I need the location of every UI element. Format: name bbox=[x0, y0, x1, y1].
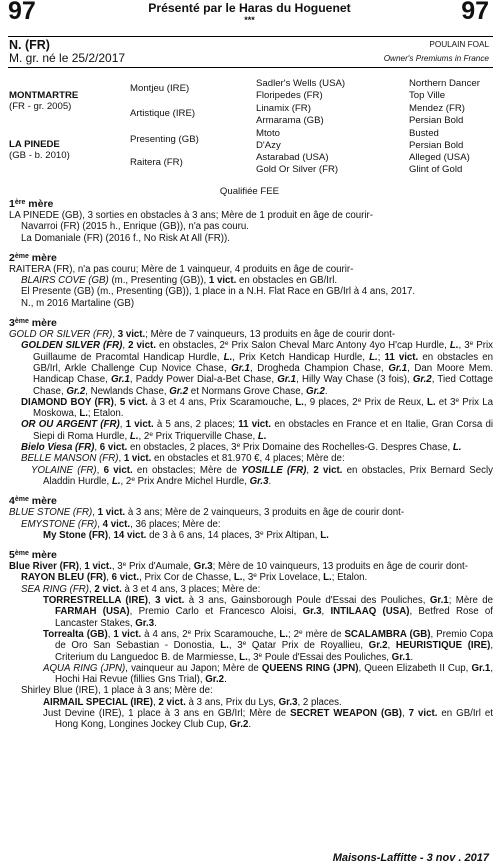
produce-line: Bielo Viesa (FR), 6 vict. en obstacles, 2 places, 3e Prix Domaine des Rochelles-G. Despres Chase, L. bbox=[21, 442, 462, 454]
section-heading-2: 2ème mère bbox=[9, 251, 57, 264]
section-heading-4: 4ème mère bbox=[9, 495, 57, 508]
produce-line: El Presente (GB) (m., Presenting (GB)), 1 place in a N.H. Flat Race en GB/Irl à 4 ans, 2017. bbox=[21, 286, 416, 298]
section-heading-1: 1ère mère bbox=[9, 198, 54, 210]
horse-sex: POULAIN FOAL bbox=[429, 40, 489, 49]
produce-line: SEA RING (FR), 2 vict. à 3 et 4 ans, 3 places; Mère de: bbox=[21, 583, 261, 595]
lot-number-left: 97 bbox=[8, 0, 36, 25]
produce-line: RAYON BLEU (FR), 6 vict., Prix Cor de Chasse, L., 3e Prix Lovelace, L.; Etalon. bbox=[21, 572, 368, 584]
pedigree-gen4: Glint of Gold bbox=[409, 164, 463, 175]
pedigree-gen4: Top Ville bbox=[409, 90, 446, 101]
pedigree-gen3: D'Azy bbox=[256, 140, 281, 151]
pedigree-gen2: Raitera (FR) bbox=[130, 157, 183, 168]
pedigree-gen4: Northern Dancer bbox=[409, 78, 480, 89]
horse-name: N. (FR) bbox=[9, 38, 50, 52]
produce-line: AIRMAIL SPECIAL (IRE), 2 vict. à 3 ans, Prix du Lys, Gr.3, 2 places. bbox=[43, 696, 342, 708]
pedigree-gen2: Presenting (GB) bbox=[130, 134, 199, 145]
qualification-line: Qualifiée FEE bbox=[219, 186, 280, 197]
section-heading-5: 5ème mère bbox=[9, 549, 57, 562]
divider-pedigree bbox=[8, 67, 493, 68]
produce-line: YOLAINE (FR), 6 vict. en obstacles; Mère de YOSILLE (FR), 2 vict. en obstacles, Prix Bernard Secly Aladdin Hurdle, L., 2e Prix Andre Michel Hurdle, Gr.3. bbox=[31, 464, 493, 487]
pedigree-gen4: Alleged (USA) bbox=[409, 152, 470, 163]
section-heading-3: 3ème mère bbox=[9, 317, 57, 330]
produce-line: TORRESTRELLA (IRE), 3 vict. à 3 ans, Gainsborough Poule d'Essai des Pouliches, Gr.1; Mère de FARMAH (USA), Premio Carlo et Francesco Aloisi, Gr.3, INTILAAQ (USA), Betfred Rose of Lancaster Stakes, Gr.3. bbox=[43, 595, 494, 629]
pedigree-dam-info: (GB - b. 2010) bbox=[9, 150, 70, 161]
lot-number-right: 97 bbox=[461, 0, 489, 25]
produce-line: My Stone (FR), 14 vict. de 3 à 6 ans, 14 places, 3e Prix Altipan, L. bbox=[43, 529, 329, 541]
produce-line: BLAIRS COVE (GB) (m., Presenting (GB)), 1 vict. en obstacles en GB/Irl. bbox=[21, 275, 338, 287]
pedigree-gen3: Armarama (GB) bbox=[256, 115, 324, 126]
pedigree-gen3: Mtoto bbox=[256, 128, 280, 139]
produce-line: Navarroi (FR) (2015 h., Enrique (GB)), n'a pas couru. bbox=[21, 221, 249, 233]
divider-top bbox=[8, 36, 493, 37]
pedigree-gen4: Persian Bold bbox=[409, 140, 464, 151]
pedigree-gen3: Sadler's Wells (USA) bbox=[256, 78, 346, 89]
pedigree-gen2: Artistique (IRE) bbox=[130, 108, 196, 119]
pedigree-gen4: Mendez (FR) bbox=[409, 103, 465, 114]
pedigree-sire: MONTMARTRE bbox=[9, 90, 79, 101]
sale-footer: Maisons-Laffitte - 3 nov . 2017 bbox=[332, 852, 489, 864]
fifth-dam-line: Blue River (FR), 1 vict., 3e Prix d'Aumale, Gr.3; Mère de 10 vainqueurs, 13 produits en âge de courir dont- bbox=[9, 561, 468, 573]
second-dam-line: RAITERA (FR), n'a pas couru; Mère de 1 vainqueur, 4 produits en âge de courir- bbox=[9, 263, 354, 275]
stars-mark: *** bbox=[244, 15, 255, 25]
catalogue-header bbox=[0, 0, 499, 40]
pedigree-gen3: Gold Or Silver (FR) bbox=[256, 164, 339, 175]
pedigree-gen3: Floripedes (FR) bbox=[256, 90, 323, 101]
horse-birth: M. gr. né le 25/2/2017 bbox=[9, 51, 126, 65]
produce-line: N., m 2016 Martaline (GB) bbox=[21, 297, 135, 309]
first-dam-line: LA PINEDE (GB), 3 sorties en obstacles à 3 ans; Mère de 1 produit en âge de courir- bbox=[9, 210, 374, 221]
pedigree-gen2: Montjeu (IRE) bbox=[130, 83, 190, 94]
produce-line: AQUA RING (JPN), vainqueur au Japon; Mère de QUEENS RING (JPN), Queen Elizabeth II Cup, Gr.1, Hochi Hai Revue (fillies Gns Trial), Gr.2. bbox=[43, 662, 494, 686]
pedigree-table bbox=[9, 76, 494, 186]
pedigree-dam: LA PINEDE bbox=[9, 139, 60, 150]
pedigree-gen4: Busted bbox=[409, 128, 439, 139]
produce-line: Torrealta (GB), 1 vict. à 4 ans, 2e Prix Scaramouche, L.; 2e mère de SCALAMBRA (GB), Premio Copa de Oro San Sebastian - Donostia, L., 3e Qatar Prix de Royallieu, Gr.2, HEURISTIQUE (IRE), Criterium du Languedoc B. de Marmiesse, L., 3e Poule d'Essai des Pouliches, Gr.1. bbox=[43, 628, 494, 663]
consignor-line: Présenté par le Haras du Hoguenet bbox=[148, 1, 351, 15]
produce-line: DIAMOND BOY (FR), 5 vict. à 3 et 4 ans, Prix Scaramouche, L., 9 places, 2e Prix de Reux, L. et 3e Prix La Moskowa, L.; Etalon. bbox=[21, 396, 493, 420]
produce-line: Just Devine (IRE), 1 place à 3 ans en GB/Irl; Mère de SECRET WEAPON (GB), 7 vict. en GB/Irl et Hong Kong, Longines Jockey Club Cup, Gr.2. bbox=[43, 707, 494, 731]
produce-line: Shirley Blue (IRE), 1 place à 3 ans; Mère de: bbox=[21, 685, 213, 697]
pedigree-gen4: Persian Bold bbox=[409, 115, 464, 126]
produce-line: La Domaniale (FR) (2016 f., No Risk At All (FR)). bbox=[21, 232, 230, 244]
owner-premiums-note: Owner's Premiums in France bbox=[383, 54, 489, 63]
produce-line: OR OU ARGENT (FR), 1 vict. à 5 ans, 2 places; 11 vict. en obstacles en France et en Italie, Gran Corsa di Siepi di Roma Hurdle, L., 2e Prix Triquerville Chase, L. bbox=[21, 419, 493, 442]
produce-line: EMYSTONE (FR), 4 vict., 36 places; Mère de: bbox=[21, 518, 221, 530]
fourth-dam-line: BLUE STONE (FR), 1 vict. à 3 ans; Mère de 2 vainqueurs, 3 produits en âge de courir dont- bbox=[9, 507, 405, 519]
pedigree-gen3: Astarabad (USA) bbox=[256, 152, 329, 163]
pedigree-sire-info: (FR - gr. 2005) bbox=[9, 101, 72, 112]
third-dam-line: GOLD OR SILVER (FR), 3 vict.; Mère de 7 vainqueurs, 13 produits en âge de courir dont- bbox=[9, 329, 396, 341]
produce-line: GOLDEN SILVER (FR), 2 vict. en obstacles, 2e Prix Salon Cheval Marc Antony 4yo H'cap Hurdle, L., 3e Prix Guillaume de Pracomtal Handicap Hurdle, L., Prix Ketch Handicap Hurdle, L.; 11 vict. en obstacles en GB/Irl, Arkle Challenge Cup Novice Chase, Gr.1, Drogheda Champion Chase, Gr.1, Dan Moore Mem. Handicap Chase, Gr.1, Paddy Power Dial-a-Bet Chase, Gr.1, Hilly Way Chase (3 fois), Gr.2, Tied Cottage Chase, Gr.2, Newlands Chase, Gr.2 et Normans Grove Chase, Gr.2. bbox=[21, 340, 494, 397]
produce-line: BELLE MANSON (FR), 1 vict. en obstacles et 81.970 €, 4 places; Mère de: bbox=[21, 453, 345, 465]
family-notes bbox=[9, 198, 493, 731]
pedigree-gen3: Linamix (FR) bbox=[256, 103, 311, 114]
